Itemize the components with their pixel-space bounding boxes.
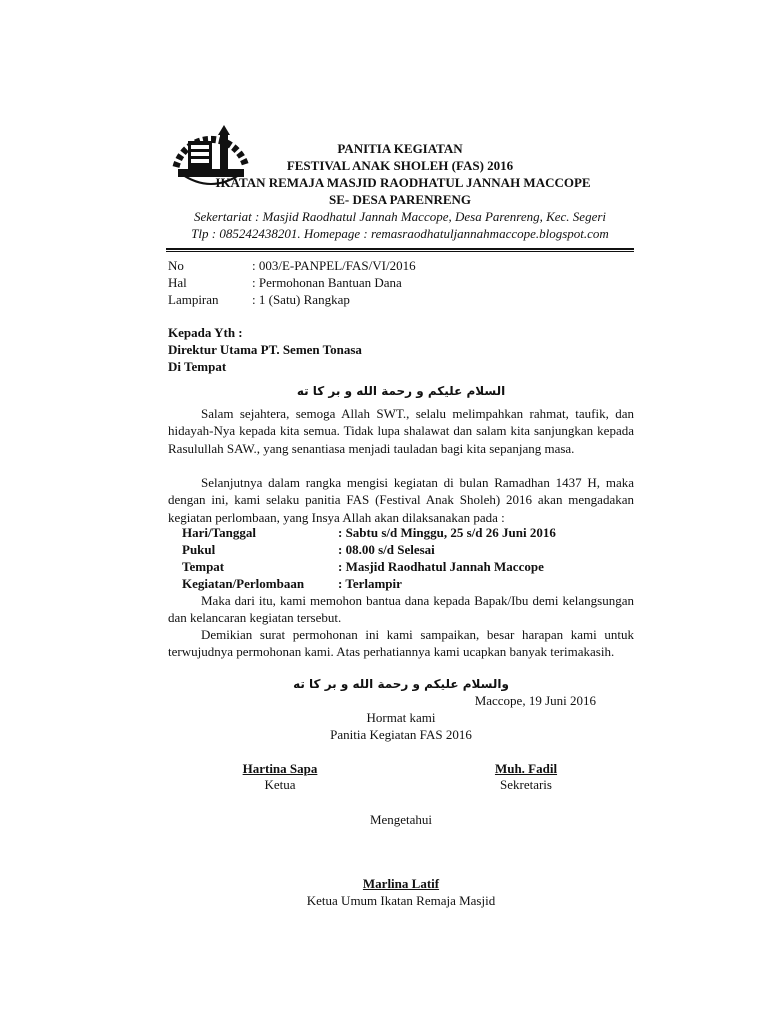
letterhead-line-1: PANITIA KEGIATAN: [337, 141, 463, 156]
meta-key: Lampiran: [168, 292, 219, 307]
letterhead-divider: [166, 248, 634, 250]
secretariat-address: Sekertariat : Masjid Raodhatul Jannah Maccope, Desa Parenreng, Kec. Segeri: [193, 209, 607, 224]
signatory-left-name: Hartina Sapa: [242, 761, 318, 776]
letterhead-line-3: IKATAN REMAJA MASJID RAODHATUL JANNAH MACCOPE: [215, 175, 591, 190]
arabic-greeting: السلام عليكم و رحمة الله و بر كا ته: [296, 384, 506, 398]
acknowledged-label: Mengetahui: [369, 812, 433, 827]
recipient-line-1: Kepada Yth :: [168, 325, 243, 340]
detail-value: : Terlampir: [338, 576, 402, 591]
paragraph-greeting: Salam sejahtera, semoga Allah SWT., selalu melimpahkan rahmat, taufik, dan hidayah-Nya kepada kita semua. Tidak lupa shalawat dan salam kita sanjungkan kepada Rasulullah SAW., yang senantiasa menjadi tauladan bagi kita sepanjang masa.: [168, 406, 634, 456]
meta-row-attachment: [168, 291, 350, 308]
detail-key: Hari/Tanggal: [182, 525, 256, 540]
signatory-bottom-title: Ketua Umum Ikatan Remaja Masjid: [306, 893, 496, 908]
meta-row-number: [168, 257, 416, 274]
recipient-line-3: Di Tempat: [168, 359, 227, 374]
paragraph-request: Maka dari itu, kami memohon bantua dana kepada Bapak/Ibu demi kelangsungan dan kelancaran kegiatan tersebut.: [168, 593, 634, 626]
committee-name: Panitia Kegiatan FAS 2016: [330, 727, 472, 742]
regards: Hormat kami: [366, 710, 436, 725]
detail-key: Pukul: [182, 542, 216, 557]
paragraph-closing: Demikian surat permohonan ini kami sampaikan, besar harapan kami untuk terwujudnya permohonan kami. Atas perhatiannya kami ucapkan banyak terimakasih.: [168, 627, 634, 660]
arabic-closing: والسلام عليكم و رحمة الله و بر كا ته: [293, 677, 509, 691]
paragraph-announcement: Selanjutnya dalam rangka mengisi kegiatan di bulan Ramadhan 1437 H, maka dengan ini, kami selaku panitia FAS (Festival Anak Sholeh) 2016 akan mengadakan kegiatan perlombaan, yang Insya Allah akan dilaksanakan pada :: [168, 475, 634, 525]
contact-info: Tlp : 085242438201. Homepage : remasraodhatuljannahmaccope.blogspot.com: [191, 226, 609, 241]
signatory-left-title: Ketua: [264, 777, 296, 792]
signatory-right-name: Muh. Fadil: [494, 761, 558, 776]
detail-row-date: [182, 524, 556, 541]
signatory-right-title: Sekretaris: [500, 777, 552, 792]
meta-value: : Permohonan Bantuan Dana: [252, 275, 402, 290]
detail-key: Tempat: [182, 559, 225, 574]
detail-value: : 08.00 s/d Selesai: [338, 542, 435, 557]
meta-value: : 003/E-PANPEL/FAS/VI/2016: [252, 258, 416, 273]
detail-row-activity: [182, 575, 402, 592]
letterhead-divider-thin: [166, 251, 634, 252]
signatory-bottom-name: Marlina Latif: [362, 876, 440, 891]
place-date: Maccope, 19 Juni 2016: [474, 693, 596, 708]
detail-value: : Sabtu s/d Minggu, 25 s/d 26 Juni 2016: [338, 525, 556, 540]
detail-row-place: [182, 558, 544, 575]
recipient-line-2: Direktur Utama PT. Semen Tonasa: [168, 342, 362, 357]
meta-key: No: [168, 258, 184, 273]
letterhead-line-4: SE- DESA PARENRENG: [328, 192, 472, 207]
meta-key: Hal: [168, 275, 187, 290]
detail-key: Kegiatan/Perlombaan: [182, 576, 305, 591]
meta-value: : 1 (Satu) Rangkap: [252, 292, 350, 307]
meta-row-subject: [168, 274, 402, 291]
detail-value: : Masjid Raodhatul Jannah Maccope: [338, 559, 544, 574]
letterhead-line-2: FESTIVAL ANAK SHOLEH (FAS) 2016: [286, 158, 514, 173]
detail-row-time: [182, 541, 435, 558]
